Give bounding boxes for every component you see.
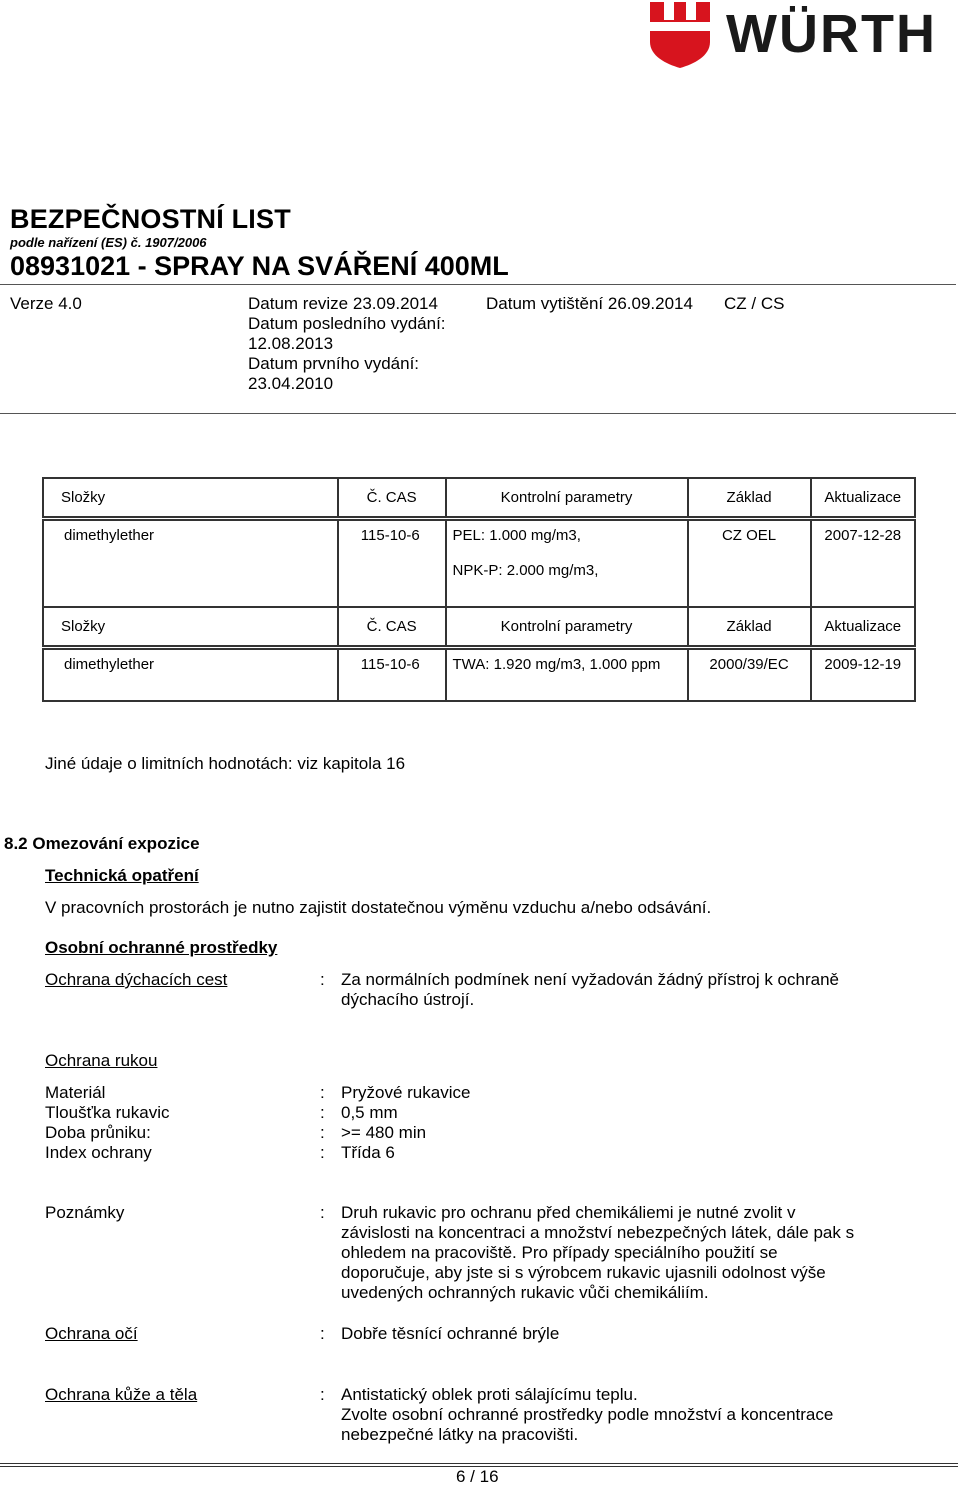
list-item bbox=[0, 1143, 960, 1163]
table-row bbox=[43, 519, 915, 607]
footer-rule bbox=[0, 1463, 958, 1464]
skin-line: nebezpečné látky na pracovišti. bbox=[341, 1425, 579, 1444]
cell-update: 2007-12-28 bbox=[824, 527, 902, 544]
cell-cas: 115-10-6 bbox=[360, 527, 420, 544]
colon: : bbox=[320, 1203, 325, 1222]
wurth-logo bbox=[648, 0, 960, 70]
cell-update: 2009-12-19 bbox=[824, 655, 902, 673]
colon: : bbox=[320, 1143, 325, 1162]
hand-label: Doba průniku: bbox=[45, 1123, 151, 1142]
respiratory-value bbox=[341, 970, 839, 1010]
notes-line: závislosti na koncentraci a množství nebezpečných látek, dále pak s bbox=[341, 1223, 855, 1242]
skin-protection-row bbox=[0, 1385, 960, 1447]
respiratory-label: Ochrana dýchacích cest bbox=[45, 970, 228, 989]
locale: CZ / CS bbox=[724, 294, 785, 313]
eye-protection-value: Dobře těsnící ochranné brýle bbox=[341, 1324, 560, 1343]
first-issue-label: Datum prvního vydání: bbox=[248, 354, 420, 373]
cell-cas: 115-10-6 bbox=[360, 655, 420, 673]
cell-param-1: PEL: 1.000 mg/m3, bbox=[452, 527, 581, 544]
exposure-limits-table-cz bbox=[42, 477, 916, 702]
first-issue-value: 23.04.2010 bbox=[248, 374, 334, 393]
wurth-logo-mark bbox=[648, 0, 960, 70]
last-issue-value: 12.08.2013 bbox=[248, 334, 334, 353]
col-parameters: Kontrolní parametry bbox=[446, 478, 688, 519]
col-cas: Č. CAS bbox=[338, 478, 446, 519]
col-components: Složky bbox=[43, 478, 338, 519]
cell-param-1: TWA: 1.920 mg/m3, 1.000 ppm bbox=[452, 655, 661, 673]
revision-date: Datum revize 23.09.2014 bbox=[248, 294, 438, 313]
last-issue-label: Datum posledního vydání: bbox=[248, 314, 446, 333]
hand-value: Pryžové rukavice bbox=[341, 1083, 471, 1102]
ppe-heading: Osobní ochranné prostředky bbox=[45, 938, 278, 957]
eye-protection-label: Ochrana očí bbox=[45, 1324, 138, 1343]
header-rule-top bbox=[0, 284, 956, 285]
notes-line: Druh rukavic pro ochranu před chemikáliemi je nutné zvolit v bbox=[341, 1203, 796, 1222]
col-components: Složky bbox=[43, 607, 338, 648]
notes-value bbox=[341, 1203, 854, 1303]
col-basis: Základ bbox=[688, 478, 811, 519]
version: Verze 4.0 bbox=[10, 294, 82, 313]
table-header-row bbox=[43, 478, 915, 519]
colon: : bbox=[320, 1083, 325, 1102]
skin-line: Antistatický oblek proti sálajícímu teplu. bbox=[341, 1385, 638, 1404]
notes-line: uvedených ochranných rukavic vůči chemikáliím. bbox=[341, 1283, 709, 1302]
page-number: 6 / 16 bbox=[456, 1467, 499, 1486]
print-date: Datum vytištění 26.09.2014 bbox=[486, 294, 693, 313]
col-update: Aktualizace bbox=[811, 478, 915, 519]
hand-value: 0,5 mm bbox=[341, 1103, 398, 1122]
skin-protection-value bbox=[341, 1385, 833, 1445]
col-cas: Č. CAS bbox=[338, 607, 446, 648]
hand-label: Tloušťka rukavic bbox=[45, 1103, 170, 1122]
hand-label: Materiál bbox=[45, 1083, 106, 1102]
hand-value: >= 480 min bbox=[341, 1123, 427, 1142]
list-item bbox=[0, 1123, 960, 1143]
svg-text:WÜRTH: WÜRTH bbox=[726, 4, 937, 64]
document-title: BEZPEČNOSTNÍ LIST bbox=[10, 204, 291, 234]
list-item bbox=[0, 1083, 960, 1103]
hand-value: Třída 6 bbox=[341, 1143, 395, 1162]
skin-line: Zvolte osobní ochranné prostředky podle množství a koncentrace bbox=[341, 1405, 834, 1424]
colon: : bbox=[320, 1123, 325, 1142]
cell-component: dimethylether bbox=[64, 655, 155, 673]
col-update: Aktualizace bbox=[811, 607, 915, 648]
notes-label: Poznámky bbox=[45, 1203, 125, 1222]
notes-row bbox=[0, 1203, 960, 1303]
col-basis: Základ bbox=[688, 607, 811, 648]
colon: : bbox=[320, 1385, 325, 1404]
respiratory-row bbox=[0, 970, 960, 1010]
notes-line: ohledem na pracoviště. Pro případy speciálního použití se bbox=[341, 1243, 778, 1262]
section-heading: 8.2 Omezování expozice bbox=[4, 834, 200, 853]
respiratory-line-2: dýchacího ústrojí. bbox=[341, 990, 475, 1009]
col-parameters: Kontrolní parametry bbox=[446, 607, 688, 648]
respiratory-line-1: Za normálních podmínek není vyžadován žádný přístroj k ochraně bbox=[341, 970, 839, 989]
colon: : bbox=[320, 1324, 325, 1343]
notes-line: doporučuje, aby jste si s výrobcem rukavic ujasnili odolnost výše bbox=[341, 1263, 826, 1282]
product-title: 08931021 - SPRAY NA SVÁŘENÍ 400ML bbox=[10, 251, 509, 281]
skin-protection-label: Ochrana kůže a těla bbox=[45, 1385, 198, 1404]
hand-protection-heading: Ochrana rukou bbox=[45, 1051, 158, 1070]
other-limits-note: Jiné údaje o limitních hodnotách: viz kapitola 16 bbox=[45, 754, 406, 773]
colon: : bbox=[320, 970, 325, 989]
colon: : bbox=[320, 1103, 325, 1122]
list-item bbox=[0, 1103, 960, 1123]
regulation-subtitle: podle nařízení (ES) č. 1907/2006 bbox=[10, 235, 207, 250]
hand-protection-list bbox=[0, 1083, 960, 1165]
hand-label: Index ochrany bbox=[45, 1143, 152, 1162]
dates-block bbox=[248, 294, 446, 394]
cell-component: dimethylether bbox=[64, 527, 155, 544]
header-rule-bottom bbox=[0, 413, 956, 414]
cell-basis: CZ OEL bbox=[721, 527, 777, 544]
cell-param-2: NPK-P: 2.000 mg/m3, bbox=[452, 562, 599, 579]
technical-measures-heading: Technická opatření bbox=[45, 866, 199, 885]
technical-measures-text: V pracovních prostorách je nutno zajistit dostatečnou výměnu vzduchu a/nebo odsávání. bbox=[45, 898, 712, 917]
eye-protection-row bbox=[0, 1324, 960, 1344]
cell-basis: 2000/39/EC bbox=[709, 655, 789, 673]
table-row bbox=[43, 647, 915, 701]
table-header-row bbox=[43, 607, 915, 648]
